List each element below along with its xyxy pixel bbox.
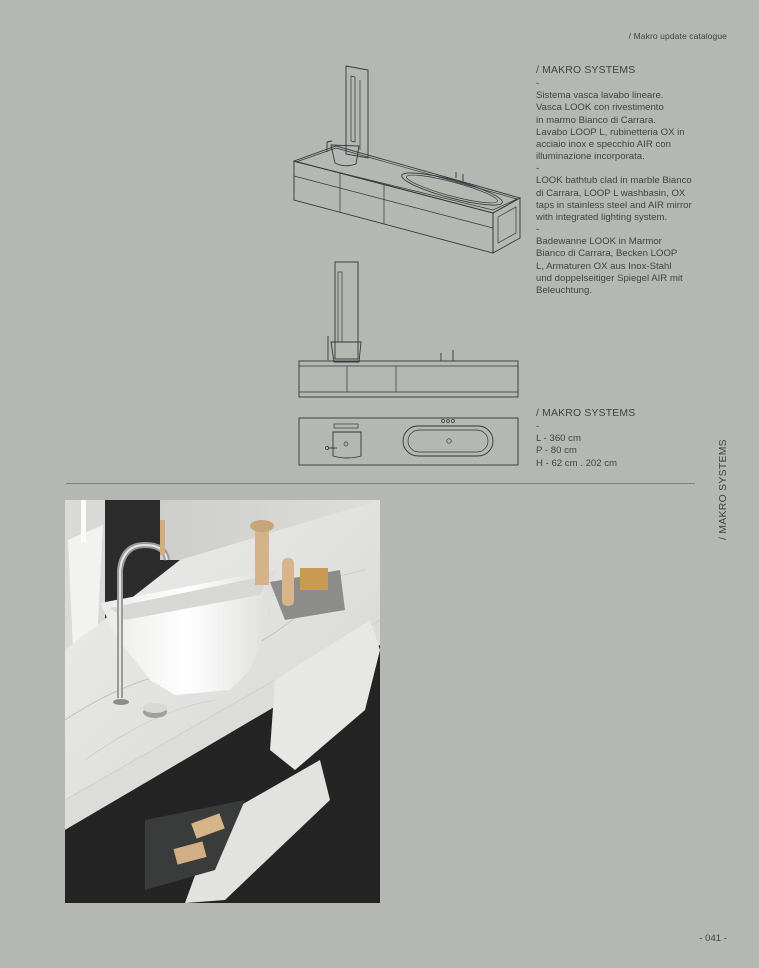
divider-dash: - bbox=[536, 421, 540, 433]
catalogue-header: / Makro update catalogue bbox=[628, 31, 727, 41]
divider-dash: - bbox=[536, 224, 540, 236]
horizontal-rule bbox=[66, 483, 695, 484]
dimensions-block bbox=[536, 408, 716, 470]
divider-dash: - bbox=[536, 78, 540, 90]
divider-dash: - bbox=[536, 163, 540, 175]
page-number: - 041 - bbox=[699, 933, 727, 944]
dimensions-title: / MAKRO SYSTEMS bbox=[536, 408, 636, 419]
dimension-height: H - 62 cm . 202 cm bbox=[536, 457, 618, 469]
plan-view bbox=[299, 418, 518, 465]
side-section-label: / MAKRO SYSTEMS bbox=[718, 439, 729, 540]
product-photo bbox=[65, 500, 380, 903]
dimension-depth: P - 80 cm bbox=[536, 445, 577, 457]
description-german: Badewanne LOOK in Marmor Bianco di Carrara, Becken LOOP L, Armaturen OX aus Inox-Stahl und doppelseitiger Spiegel AIR mit Beleuchtung. bbox=[536, 236, 683, 297]
product-description bbox=[536, 65, 716, 297]
description-title: / MAKRO SYSTEMS bbox=[536, 65, 636, 76]
description-italian: Sistema vasca lavabo lineare. Vasca LOOK con rivestimento in marmo Bianco di Carrara. Lavabo LOOP L, rubinetteria OX in acciaio inox e specchio AIR con illuminazione incorporata. bbox=[536, 90, 685, 163]
front-elevation bbox=[299, 262, 518, 397]
dimension-length: L - 360 cm bbox=[536, 433, 581, 445]
isometric-drawing bbox=[294, 66, 520, 253]
description-english: LOOK bathtub clad in marble Bianco di Carrara, LOOP L washbasin, OX taps in stainless steel and AIR mirror with integrated lighting system. bbox=[536, 175, 692, 224]
